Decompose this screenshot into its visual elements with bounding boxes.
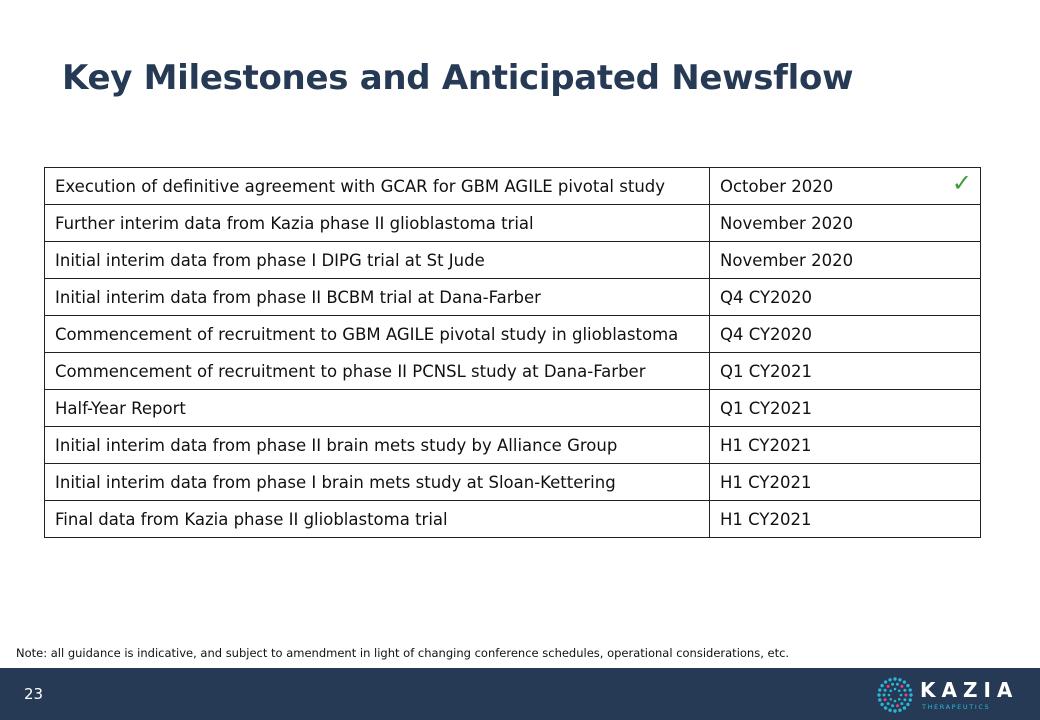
milestone-event: Initial interim data from phase II BCBM trial at Dana-Farber bbox=[45, 279, 710, 316]
kazia-dots-icon bbox=[876, 676, 914, 714]
logo-name: KAZIA bbox=[920, 678, 1019, 702]
milestones-table bbox=[44, 167, 981, 538]
footer-bar bbox=[0, 668, 1040, 720]
table-row bbox=[45, 464, 981, 501]
milestone-event: Final data from Kazia phase II glioblastoma trial bbox=[45, 501, 710, 538]
company-logo bbox=[876, 674, 1019, 716]
milestone-event: Initial interim data from phase I brain mets study at Sloan-Kettering bbox=[45, 464, 710, 501]
milestone-event: Initial interim data from phase II brain mets study by Alliance Group bbox=[45, 427, 710, 464]
table-row bbox=[45, 279, 981, 316]
milestone-timing: Q4 CY2020 bbox=[710, 316, 981, 353]
milestone-timing: H1 CY2021 bbox=[710, 501, 981, 538]
milestone-event: Half-Year Report bbox=[45, 390, 710, 427]
milestone-event: Commencement of recruitment to GBM AGILE pivotal study in glioblastoma bbox=[45, 316, 710, 353]
slide-title: Key Milestones and Anticipated Newsflow bbox=[62, 58, 854, 98]
page-number: 23 bbox=[24, 685, 44, 703]
milestone-timing: Q1 CY2021 bbox=[710, 390, 981, 427]
milestone-timing: Q1 CY2021 bbox=[710, 353, 981, 390]
table-row bbox=[45, 390, 981, 427]
table-row bbox=[45, 316, 981, 353]
milestone-timing: November 2020 bbox=[710, 205, 981, 242]
table-row bbox=[45, 427, 981, 464]
disclaimer-note: Note: all guidance is indicative, and subject to amendment in light of changing conference schedules, operational considerations, etc. bbox=[16, 646, 790, 660]
milestone-timing: November 2020 bbox=[710, 242, 981, 279]
milestone-event: Initial interim data from phase I DIPG trial at St Jude bbox=[45, 242, 710, 279]
table-row bbox=[45, 501, 981, 538]
table-row bbox=[45, 205, 981, 242]
milestone-timing: Q4 CY2020 bbox=[710, 279, 981, 316]
table-row bbox=[45, 242, 981, 279]
milestone-event: Execution of definitive agreement with GCAR for GBM AGILE pivotal study bbox=[45, 168, 710, 205]
milestone-event: Further interim data from Kazia phase II glioblastoma trial bbox=[45, 205, 710, 242]
check-icon: ✓ bbox=[951, 169, 972, 197]
milestone-timing: H1 CY2021 bbox=[710, 464, 981, 501]
logo-tagline: THERAPEUTICS bbox=[922, 703, 991, 711]
milestone-timing: H1 CY2021 bbox=[710, 427, 981, 464]
milestone-timing-cell bbox=[710, 168, 981, 205]
table-row bbox=[45, 353, 981, 390]
milestone-event: Commencement of recruitment to phase II PCNSL study at Dana-Farber bbox=[45, 353, 710, 390]
milestone-timing: October 2020 bbox=[720, 176, 834, 196]
table-row bbox=[45, 168, 981, 205]
